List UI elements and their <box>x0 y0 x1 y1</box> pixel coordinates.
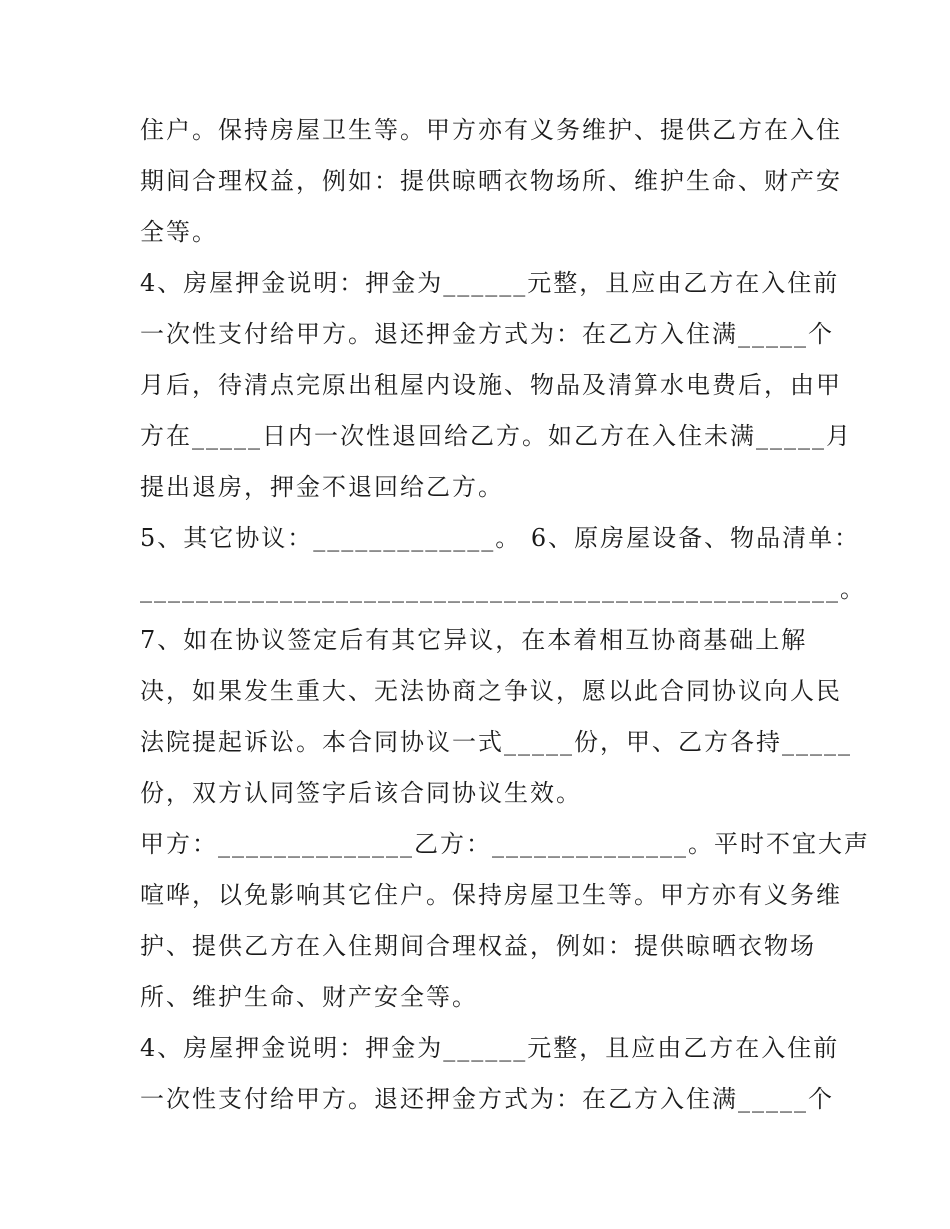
text-line: 决，如果发生重大、无法协商之争议，愿以此合同协议向人民 <box>140 677 842 705</box>
text-line: 喧哗，以免影响其它住户。保持房屋卫生等。甲方亦有义务维 <box>140 881 842 909</box>
text-line: 全等。 <box>140 218 218 246</box>
text-line: __________________________________________________。 <box>140 575 866 603</box>
text-line: 期间合理权益，例如：提供晾晒衣物场所、维护生命、财产安 <box>140 167 842 195</box>
text-line: 护、提供乙方在入住期间合理权益，例如：提供晾晒衣物场 <box>140 932 816 960</box>
text-line: 7、如在协议签定后有其它异议，在本着相互协商基础上解 <box>140 626 808 654</box>
text-line: 所、维护生命、财产安全等。 <box>140 983 478 1011</box>
text-line: 4、房屋押金说明：押金为______元整，且应由乙方在入住前 <box>140 1034 840 1062</box>
text-line: 月后，待清点完原出租屋内设施、物品及清算水电费后，由甲 <box>140 371 842 399</box>
text-line: 甲方：______________乙方：______________。平时不宜大声 <box>140 830 870 858</box>
text-line: 住户。保持房屋卫生等。甲方亦有义务维护、提供乙方在入住 <box>140 116 842 144</box>
text-line: 提出退房，押金不退回给乙方。 <box>140 473 504 501</box>
text-line: 方在_____日内一次性退回给乙方。如乙方在入住未满_____月 <box>140 422 852 450</box>
text-line: 4、房屋押金说明：押金为______元整，且应由乙方在入住前 <box>140 269 840 297</box>
text-line: 份，双方认同签字后该合同协议生效。 <box>140 779 582 807</box>
text-line: 一次性支付给甲方。退还押金方式为：在乙方入住满_____个 <box>140 1085 834 1113</box>
text-line: 5、其它协议：_____________。 6、原房屋设备、物品清单： <box>140 524 861 552</box>
text-line: 一次性支付给甲方。退还押金方式为：在乙方入住满_____个 <box>140 320 834 348</box>
text-line: 法院提起诉讼。本合同协议一式_____份，甲、乙方各持_____ <box>140 728 852 756</box>
